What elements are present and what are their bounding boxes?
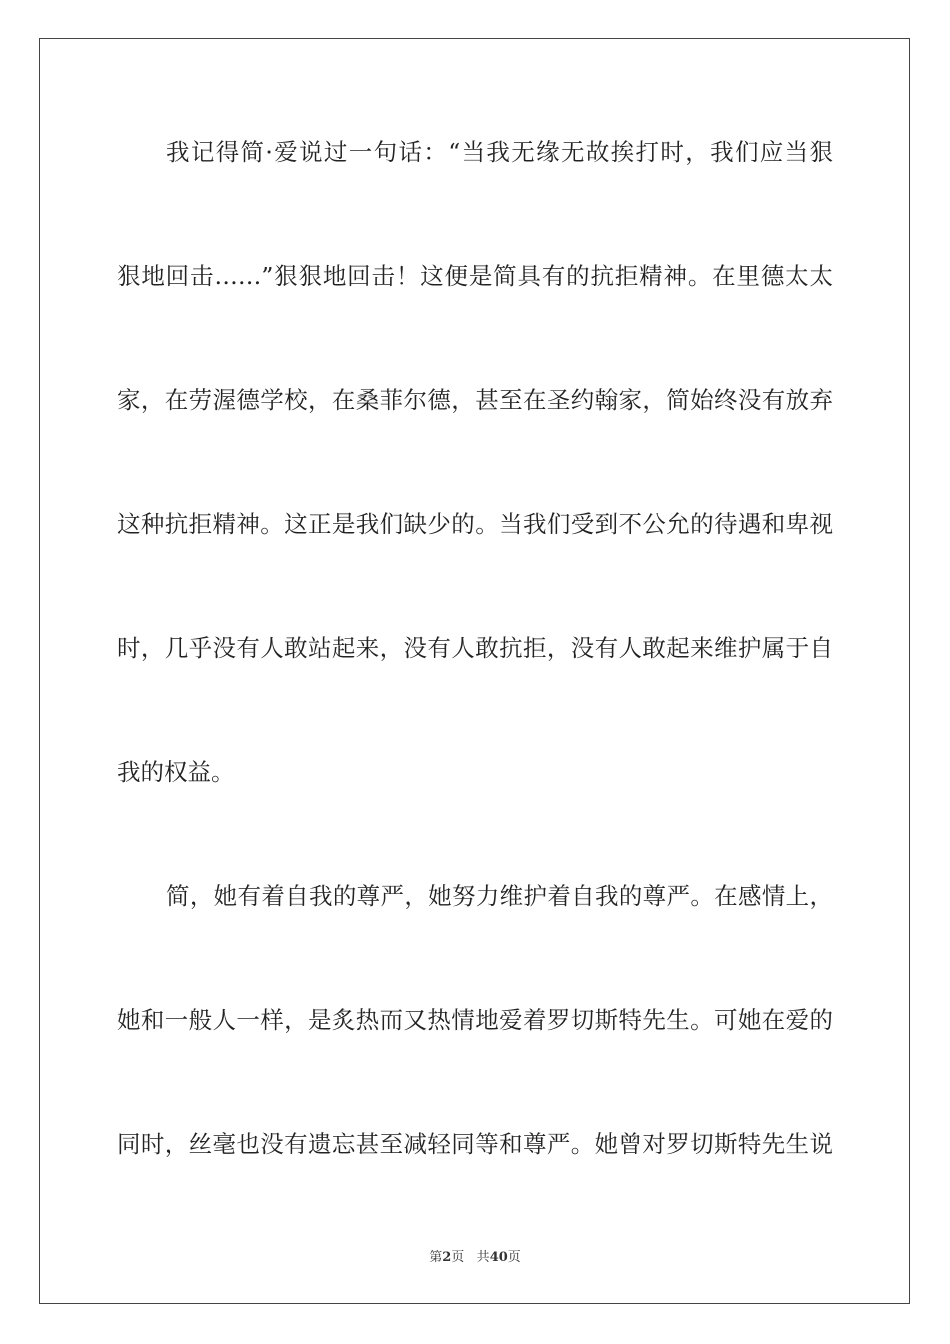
paragraph-1-line-5: 时，几乎没有人敢站起来，没有人敢抗拒，没有人敢起来维护属于自 xyxy=(117,634,833,662)
page-prefix: 第 xyxy=(429,1250,443,1265)
paragraph-1-line-3: 家，在劳渥德学校，在桑菲尔德，甚至在圣约翰家，简始终没有放弃 xyxy=(117,386,833,414)
paragraph-2-line-3: 同时，丝毫也没有遗忘甚至减轻同等和尊严。她曾对罗切斯特先生说 xyxy=(117,1130,833,1158)
page-border xyxy=(39,38,910,1304)
paragraph-1-line-4: 这种抗拒精神。这正是我们缺少的。当我们受到不公允的待遇和卑视 xyxy=(117,510,833,538)
page-footer xyxy=(0,1246,950,1265)
total-prefix: 共 xyxy=(476,1250,490,1265)
paragraph-1-line-1: 我记得简·爱说过一句话：“当我无缘无故挨打时，我们应当狠 xyxy=(166,138,833,166)
paragraph-2-line-1: 简，她有着自我的尊严，她努力维护着自我的尊严。在感情上， xyxy=(166,882,833,910)
paragraph-2-line-2: 她和一般人一样，是炙热而又热情地爱着罗切斯特先生。可她在爱的 xyxy=(117,1006,833,1034)
page-suffix: 页 xyxy=(451,1250,465,1265)
total-suffix: 页 xyxy=(507,1250,521,1265)
paragraph-1-line-2: 狠地回击……”狠狠地回击！这便是简具有的抗拒精神。在里德太太 xyxy=(117,262,833,290)
current-page-number: 2 xyxy=(442,1250,452,1265)
paragraph-1-line-6: 我的权益。 xyxy=(117,758,235,786)
total-page-count: 40 xyxy=(489,1250,508,1265)
